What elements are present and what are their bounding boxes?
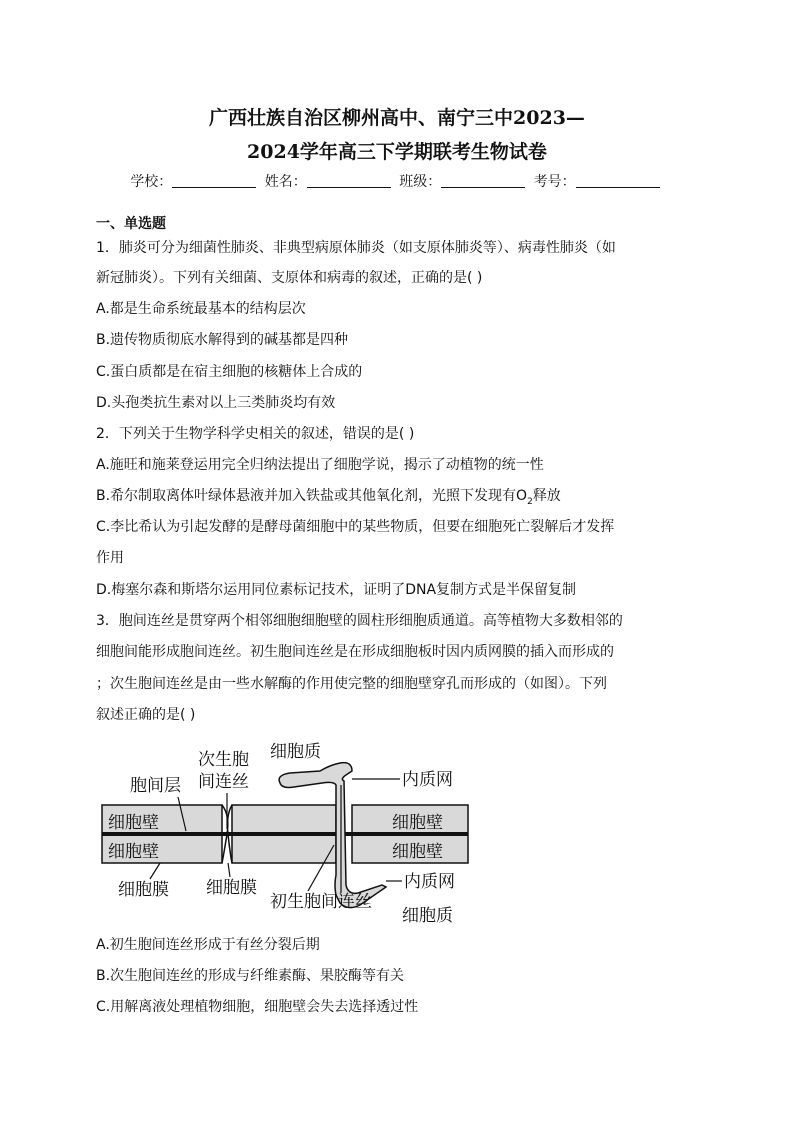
q2-option-c-1: C.李比希认为引起发酵的是酵母菌细胞中的某些物质，但要在细胞死亡裂解后才发挥 bbox=[96, 519, 615, 535]
q3-option-a: A.初生胞间连丝形成于有丝分裂后期 bbox=[96, 937, 320, 953]
label-secondary-1: 次生胞 bbox=[198, 750, 249, 770]
label-membrane-m: 细胞膜 bbox=[206, 878, 257, 898]
q2-option-b-text: B.希尔制取离体叶绿体悬液并加入铁盐或其他氧化剂，光照下发现有O bbox=[96, 488, 528, 504]
label-er-top: 内质网 bbox=[402, 770, 453, 790]
student-info bbox=[0, 171, 794, 191]
q1-option-c: C.蛋白质都是在宿主细胞的核糖体上合成的 bbox=[96, 364, 363, 380]
class-label: 班级： bbox=[399, 174, 442, 190]
leader-membrane-m bbox=[228, 863, 230, 877]
q2-option-d: D.梅塞尔森和斯塔尔运用同位素标记技术，证明了DNA复制方式是半保留复制 bbox=[96, 582, 577, 598]
q2-stem: 2．下列关于生物学科学史相关的叙述，错误的是( ) bbox=[96, 426, 415, 442]
q3-stem-4: 叙述正确的是( ) bbox=[96, 707, 196, 723]
number-blank[interactable] bbox=[576, 173, 660, 188]
label-cytoplasm-bottom: 细胞质 bbox=[402, 906, 453, 926]
school-blank[interactable] bbox=[172, 173, 256, 188]
label-wall-br: 细胞壁 bbox=[392, 842, 443, 862]
q1-option-a: A.都是生命系统最基本的结构层次 bbox=[96, 301, 306, 317]
label-wall-tl: 细胞壁 bbox=[108, 813, 159, 833]
label-wall-bl: 细胞壁 bbox=[108, 842, 159, 862]
label-middle-lamella: 胞间层 bbox=[130, 776, 181, 796]
school-label: 学校： bbox=[130, 174, 173, 190]
title-line-2: 2024学年高三下学期联考生物试卷 bbox=[247, 141, 547, 163]
q1-option-b: B.遗传物质彻底水解得到的碱基都是四种 bbox=[96, 332, 349, 348]
class-blank[interactable] bbox=[441, 173, 525, 188]
q2-option-a: A.施旺和施莱登运用完全归纳法提出了细胞学说，揭示了动植物的统一性 bbox=[96, 457, 544, 473]
plasmodesmata-figure bbox=[90, 735, 490, 927]
q3-stem-1: 3．胞间连丝是贯穿两个相邻细胞细胞壁的圆柱形细胞质通道。高等植物大多数相邻的 bbox=[96, 613, 623, 629]
q2-option-b-subscript: 2 bbox=[527, 496, 533, 507]
title-line-1: 广西壮族自治区柳州高中、南宁三中2023— bbox=[209, 107, 585, 129]
q3-option-c: C.用解离液处理植物细胞，细胞壁会失去选择透过性 bbox=[96, 999, 419, 1015]
q3-stem-2: 细胞间能形成胞间连丝。初生胞间连丝是在形成细胞板时因内质网膜的插入而形成的 bbox=[96, 644, 614, 660]
q3-stem-3: ；次生胞间连丝是由一些水解酶的作用使完整的细胞壁穿孔而形成的（如图）。下列 bbox=[96, 676, 607, 692]
q1-option-d: D.头孢类抗生素对以上三类肺炎均有效 bbox=[96, 395, 336, 411]
label-secondary-2: 间连丝 bbox=[198, 772, 249, 792]
label-cytoplasm-top: 细胞质 bbox=[270, 742, 321, 762]
name-label: 姓名： bbox=[264, 174, 307, 190]
label-wall-tr: 细胞壁 bbox=[392, 813, 443, 833]
label-primary: 初生胞间连丝 bbox=[270, 892, 372, 912]
q2-option-c-2: 作用 bbox=[96, 550, 124, 566]
leader-membrane-l bbox=[150, 863, 160, 879]
q2-option-b bbox=[96, 486, 706, 512]
section-heading: 一、单选题 bbox=[96, 216, 166, 232]
q2-option-b-tail: 释放 bbox=[532, 488, 561, 504]
label-er-bottom: 内质网 bbox=[404, 872, 455, 892]
number-label: 考号： bbox=[533, 174, 576, 190]
q1-stem-1: 1．肺炎可分为细菌性肺炎、非典型病原体肺炎（如支原体肺炎等）、病毒性肺炎（如 bbox=[96, 240, 616, 256]
label-membrane-l: 细胞膜 bbox=[118, 880, 169, 900]
q1-stem-2: 新冠肺炎）。下列有关细菌、支原体和病毒的叙述，正确的是( ) bbox=[96, 270, 483, 286]
q3-option-b: B.次生胞间连丝的形成与纤维素酶、果胶酶等有关 bbox=[96, 968, 405, 984]
name-blank[interactable] bbox=[307, 173, 391, 188]
